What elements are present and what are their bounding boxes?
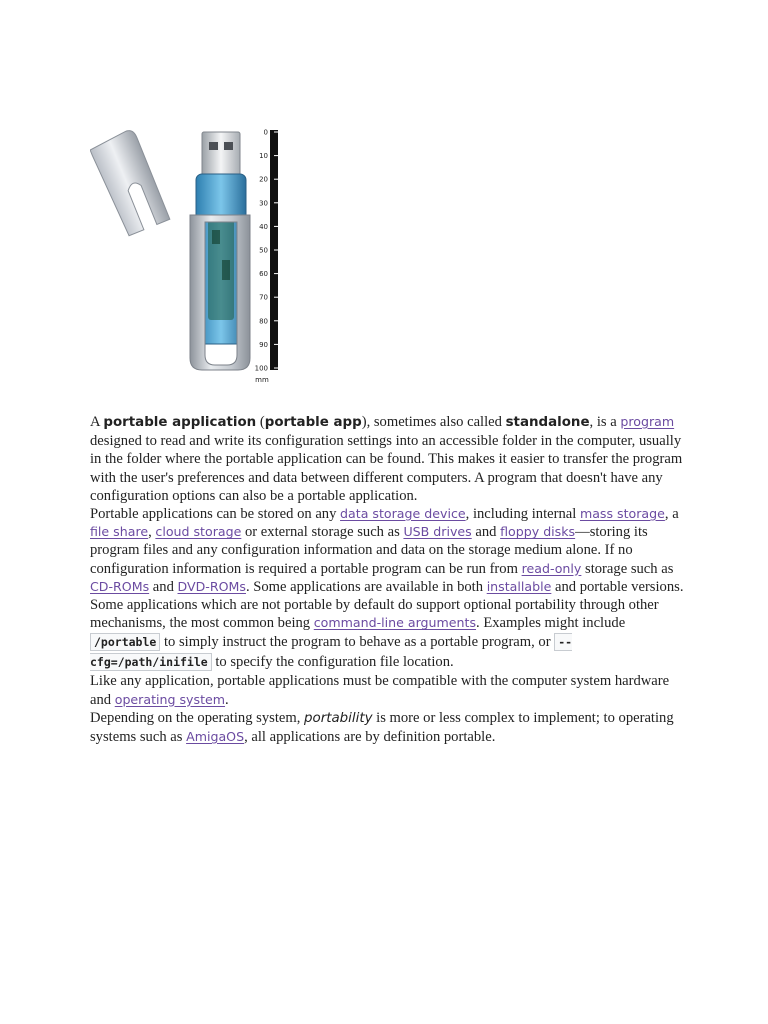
term-portable-application: portable application (103, 415, 257, 430)
storage-paragraph: Portable applications can be stored on any data storage device, including internal mass storage, a file share, cloud storage or external storage such as USB drives and floppy disks—storing its program files and any configuration information and data on the storage medium alone. If no configuration information is required a portable program can be run from read-only storage such as CD-ROMs and DVD-ROMs. Some applications are available in both installable and portable versions. (90, 506, 684, 595)
intro-paragraph: A portable application (portable app), sometimes also called standalone, is a program designed to read and write its configuration settings into an accessible folder in the computer, usually in the folder where the portable application can be found. This makes it easier to transfer the program with the user's preferences and data between different computers. A program that doesn't have any configuration options can also be a portable application. (90, 414, 683, 504)
link-cloud-storage[interactable]: cloud storage (155, 524, 242, 540)
term-portable-app: portable app (264, 415, 362, 430)
ruler-tick-label: 0 (263, 128, 268, 137)
link-operating-system[interactable]: operating system (114, 691, 226, 707)
code-cfg-flag: --cfg=/path/inifile (90, 635, 573, 670)
ruler-tick-label: 40 (259, 222, 268, 231)
article-body (90, 413, 688, 746)
link-installable[interactable]: installable (486, 578, 552, 594)
link-dvd-roms[interactable]: DVD-ROMs (177, 578, 246, 594)
portability-options-paragraph: Some applications which are not portable by default do support optional portability through other mechanisms, the most common being command-line arguments. Examples might include /portable to simply instruct the program to behave as a portable program, or --cfg=/path/inifile to specify the configuration file location. (90, 597, 659, 671)
link-file-share[interactable]: file share (90, 524, 149, 540)
ruler-tick-label: 50 (259, 246, 268, 255)
usb-drive-figure (90, 120, 290, 390)
ruler-unit-label: mm (255, 376, 269, 384)
link-data-storage-device[interactable]: data storage device (340, 506, 466, 522)
ruler-tick-label: 70 (259, 293, 268, 302)
link-mass-storage[interactable]: mass storage (579, 506, 665, 522)
ruler-tick-label: 100 (254, 364, 268, 373)
ruler-tick-label: 10 (259, 152, 268, 161)
os-paragraph: Depending on the operating system, portability is more or less complex to implement; to operating systems such as AmigaOS, all applications are by definition portable. (90, 709, 674, 746)
usb-cap (90, 128, 170, 237)
ruler-tick-label: 60 (259, 270, 268, 279)
term-portability: portability (304, 710, 373, 726)
link-program[interactable]: program (620, 414, 675, 429)
ruler-tick-label: 20 (259, 175, 268, 184)
link-read-only[interactable]: read-only (521, 560, 582, 576)
usb-drive-illustration (90, 120, 290, 390)
compatibility-paragraph: Like any application, portable applications must be compatible with the computer system hardware and operating system. (90, 673, 670, 708)
term-standalone: standalone (505, 415, 590, 430)
ruler-tick-label: 30 (259, 199, 268, 208)
ruler-tick-label: 80 (259, 317, 268, 326)
ruler-tick-label: 90 (259, 340, 268, 349)
link-floppy-disks[interactable]: floppy disks (500, 524, 576, 540)
link-usb-drives[interactable]: USB drives (403, 524, 472, 540)
link-cd-roms[interactable]: CD-ROMs (90, 578, 150, 594)
link-amigaos[interactable]: AmigaOS (186, 729, 245, 745)
code-portable-flag: /portable (90, 633, 160, 651)
link-command-line-arguments[interactable]: command-line arguments (313, 615, 477, 631)
